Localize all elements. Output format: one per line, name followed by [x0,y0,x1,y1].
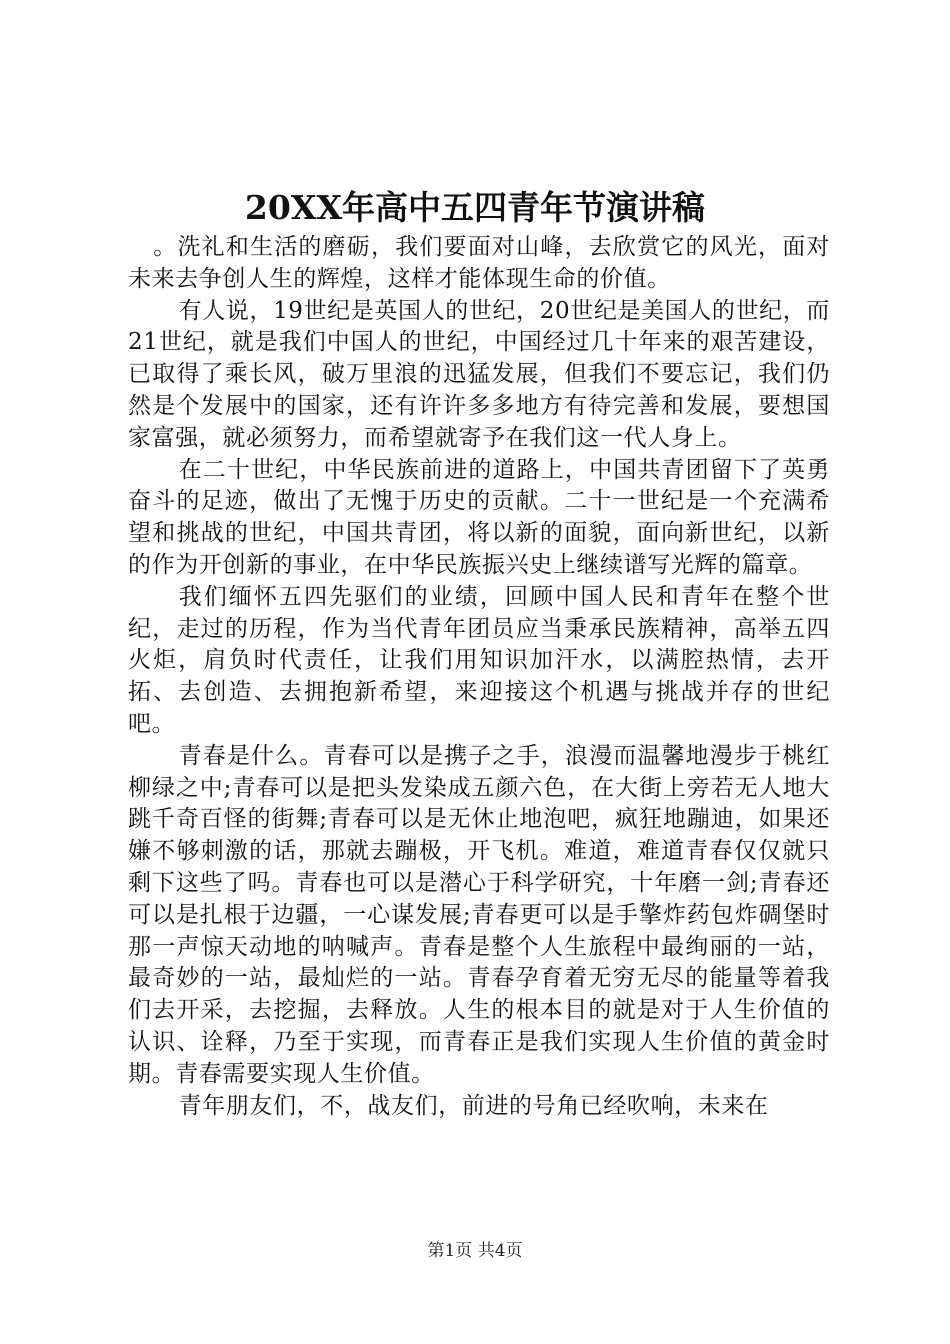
paragraph: 在二十世纪，中华民族前进的道路上，中国共青团留下了英勇奋斗的足迹，做出了无愧于历史的贡献。二十一世纪是一个充满希望和挑战的世纪，中国共青团，将以新的面貌，面向新世纪，以新的作为开创新的事业，在中华民族振兴史上继续谱写光辉的篇章。 [128,456,830,578]
page-footer: 第1页 共4页 [427,1241,523,1261]
paragraph: 青春是什么。青春可以是携子之手，浪漫而温馨地漫步于桃红柳绿之中;青春可以是把头发染成五颜六色，在大街上旁若无人地大跳千奇百怪的街舞;青春可以是无休止地泡吧，疯狂地蹦迪，如果还嫌不够刺激的话，那就去蹦极，开飞机。难道，难道青春仅仅就只剩下这些了吗。青春也可以是潜心于科学研究，十年磨一剑;青春还可以是扎根于边疆，一心谋发展;青春更可以是手擎炸药包炸碉堡时那一声惊天动地的呐喊声。青春是整个人生旅程中最绚丽的一站，最奇妙的一站，最灿烂的一站。青春孕育着无穷无尽的能量等着我们去开采，去挖掘，去释放。人生的根本目的就是对于人生价值的认识、诠释，乃至于实现，而青春正是我们实现人生价值的黄金时期。青春需要实现人生价值。 [128,742,830,1087]
paragraph: 有人说，19世纪是英国人的世纪，20世纪是美国人的世纪，而21世纪，就是我们中国人的世纪，中国经过几十年来的艰苦建设，已取得了乘长风，破万里浪的迅猛发展，但我们不要忘记，我们仍然是个发展中的国家，还有许许多多地方有待完善和发展，要想国家富强，就必须努力，而希望就寄予在我们这一代人身上。 [128,297,830,451]
paragraph: 。洗礼和生活的磨砺，我们要面对山峰，去欣赏它的风光，面对未来去争创人生的辉煌，这样才能体现生命的价值。 [128,234,830,292]
paragraph: 青年朋友们，不，战友们，前进的号角已经吹响，未来在 [178,1092,769,1119]
document-title: 20XX年高中五四青年节演讲稿 [244,188,706,227]
document-body [128,232,830,1122]
paragraph: 我们缅怀五四先驱们的业绩，回顾中国人民和青年在整个世纪，走过的历程，作为当代青年团员应当秉承民族精神，高举五四火炬，肩负时代责任，让我们用知识加汗水，以满腔热情，去开拓、去创造、去拥抱新希望，来迎接这个机遇与挑战并存的世纪吧。 [128,583,830,737]
